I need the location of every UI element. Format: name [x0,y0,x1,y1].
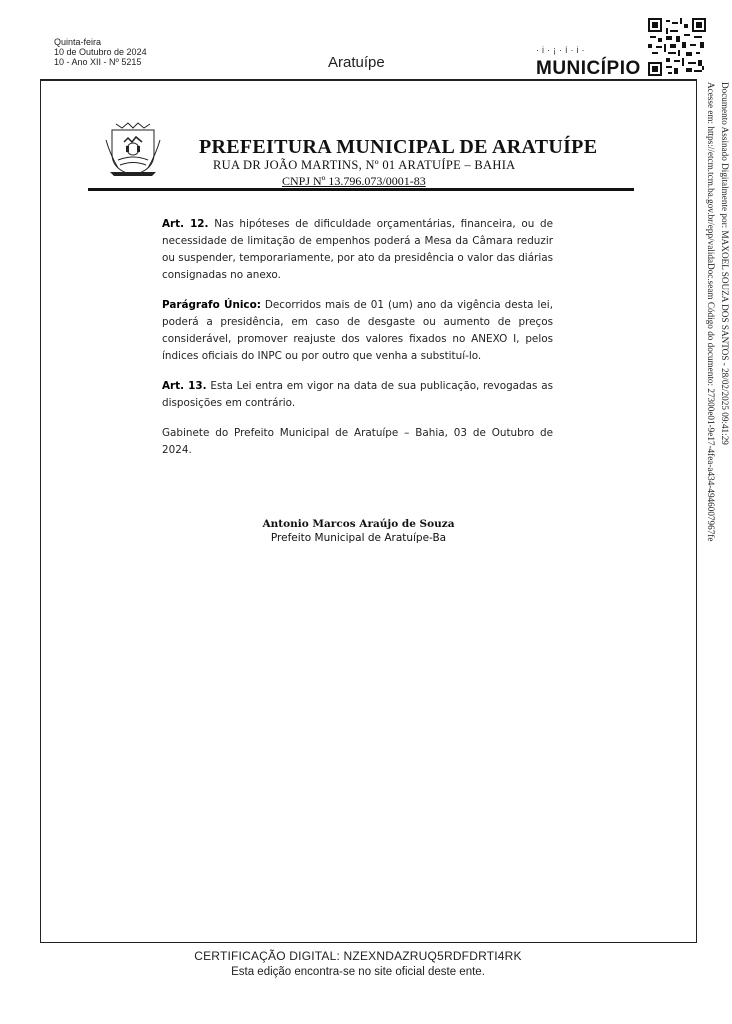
edition-note: Esta edição encontra-se no site oficial deste ente. [231,966,485,978]
article-13 [162,378,553,412]
page-frame [40,79,697,943]
article-12-text: Nas hipóteses de dificuldade orçamentárias, financeira, ou de necessidade de limitação de empenhos poderá a Mesa da Câmara reduzir ou suspender, temporariamente, por ato da presidência o valor das diárias consignadas no anexo. [162,218,553,281]
article-13-text: Esta Lei entra em vigor na data de sua publicação, revogadas as disposições em contrário. [162,380,553,409]
sole-paragraph-label: Parágrafo Único: [162,299,261,311]
edition-number: 10 - Ano XII - Nº 5215 [54,57,142,67]
gabinete-date-line: Gabinete do Prefeito Municipal de Aratuípe – Bahia, 03 de Outubro de 2024. [162,427,553,456]
digital-certification: CERTIFICAÇÃO DIGITAL: NZEXNDAZRUQ5RDFDRTI4RK [194,949,522,963]
signature-line-2: Acesse em: https://etcm.tcm.ba.gov.br/epp/validaDoc.seam Código do documento: 27300e01-9e17-4fea-a434-4946007967fe [706,82,716,542]
edition-info [54,37,147,67]
signatory-name: Antonio Marcos Araújo de Souza [262,518,455,530]
brand-logo: MUNICÍPIO [536,58,641,79]
letterhead-title: PREFEITURA MUNICIPAL DE ARATUÍPE [199,136,598,158]
letterhead-address: RUA DR JOÃO MARTINS, Nº 01 ARATUÍPE – BAHIA [213,158,516,172]
municipal-crest-icon [104,120,162,178]
sole-paragraph [162,297,553,365]
article-12-label: Art. 12. [162,218,209,230]
brand-dots: ·i·¡·í·i· [536,45,588,55]
sole-paragraph-text: Decorridos mais de 01 (um) ano da vigência desta lei, poderá a presidência, em caso de desgaste ou aumento de preços considerável, promover reajuste dos valores fixados no ANEXO I, pelos índices oficiais do INPC ou por outro que venha a substituí-lo. [162,299,554,362]
qr-code-icon [648,18,706,76]
signature-block [163,517,554,545]
letterhead-cnpj: CNPJ Nº 13.796.073/0001-83 [282,174,426,188]
document-body [162,216,553,472]
signatory-role: Prefeito Municipal de Aratuípe-Ba [270,532,447,544]
weekday: Quinta-feira [54,37,102,47]
city-name: Aratuípe [328,54,385,71]
letterhead-divider [88,188,634,191]
edition-date: 10 de Outubro de 2024 [54,47,147,57]
digital-signature-note [692,82,732,682]
signature-line-1: Documento Assinado Digitalmente por: MAXOEL SOUZA DOS SANTOS - 28/02/2025 09:41:29 [720,82,730,445]
article-13-label: Art. 13. [162,380,207,392]
article-12 [162,216,553,284]
